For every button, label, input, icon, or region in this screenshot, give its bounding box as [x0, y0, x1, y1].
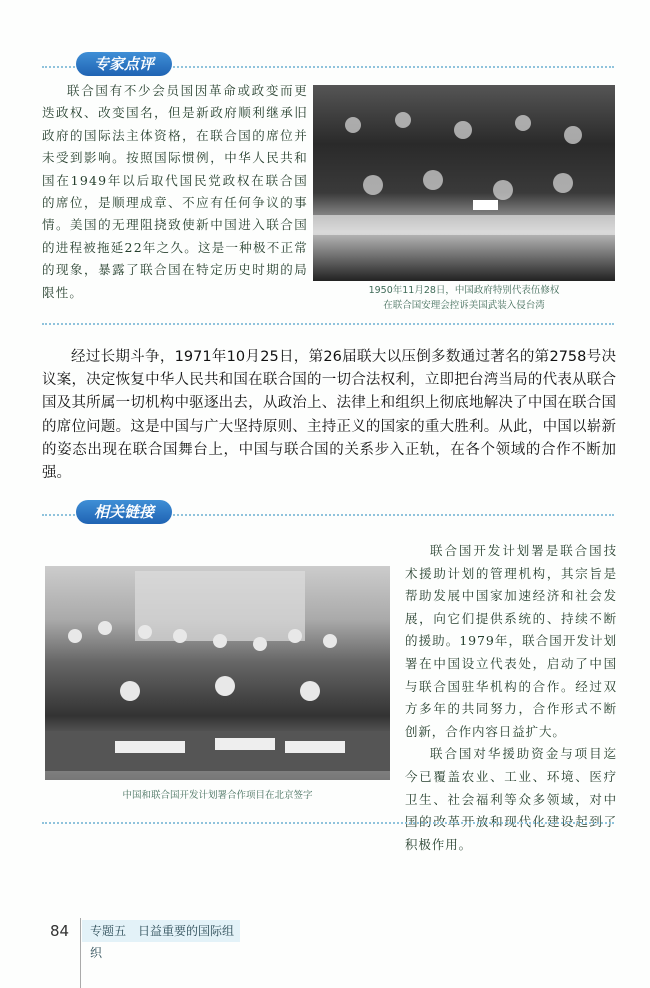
photo-caption: 中国和联合国开发计划署合作项目在北京签字 [122, 790, 313, 801]
undp-signing-photo [45, 566, 390, 780]
photo-caption [313, 283, 615, 313]
caption-line-1: 1950年11月28日，中国政府特别代表伍修权 [368, 285, 560, 296]
expert-paragraph: 联合国有不少会员国因革命或政变而更迭政权、改变国名，但是新政府顺利继承旧政府的国际法主体资格，在联合国的席位并未受到影响。按照国际惯例，中华人民共和国在1949年以后取代国民党政权在联合国的席位，是顺理成章、不应有任何争议的事情。美国的无理阻挠致使新中国进入联合国的进程被拖延22年之久。这是一种极不正常的现象，暴露了联合国在特定历史时期的局限性。 [42, 83, 308, 300]
main-text: 经过长期斗争，1971年10月25日，第26届联大以压倒多数通过著名的第2758号决议案，决定恢复中华人民共和国在联合国的一切合法权利，立即把台湾当局的代表从联合国及其所属一切机构中驱逐出去，从政治上、法律上和组织上彻底地解决了中国在联合国的席位问题。这是中国与广大坚持原则、主持正义的国家的重大胜利。从此，中国以崭新的姿态出现在联合国舞台上，中国与联合国的关系步入正轨，在各个领域的合作不断加强。 [42, 349, 616, 482]
expert-review-text [42, 80, 308, 304]
link-paragraph: 联合国对华援助资金与项目迄今已覆盖农业、工业、环境、医疗卫生、社会福利等众多领域，对中国的改革开放和现代化建设起到了积极作用。 [405, 746, 617, 852]
divider [42, 822, 614, 824]
main-paragraph [42, 346, 616, 485]
caption-line-2: 在联合国安理会控诉美国武装入侵台湾 [383, 300, 545, 311]
footer-divider [80, 918, 81, 988]
page-number: 84 [50, 922, 70, 940]
un-security-council-photo [313, 85, 615, 281]
link-paragraph: 联合国开发计划署是联合国技术援助计划的管理机构，其宗旨是帮助发展中国家加速经济和社会发展，向它们提供系统的、持续不断的援助。1979年，联合国开发计划署在中国设立代表处，启动了中国与联合国驻华机构的合作。经过双方多年的共同努力，合作形式不断创新，合作内容日益扩大。 [405, 543, 617, 739]
expert-review-badge: 专家点评 [76, 52, 172, 76]
chapter-title: 专题五 日益重要的国际组织 [82, 920, 240, 942]
related-links-text [405, 540, 617, 856]
divider [42, 323, 614, 325]
related-links-badge: 相关链接 [76, 500, 172, 524]
